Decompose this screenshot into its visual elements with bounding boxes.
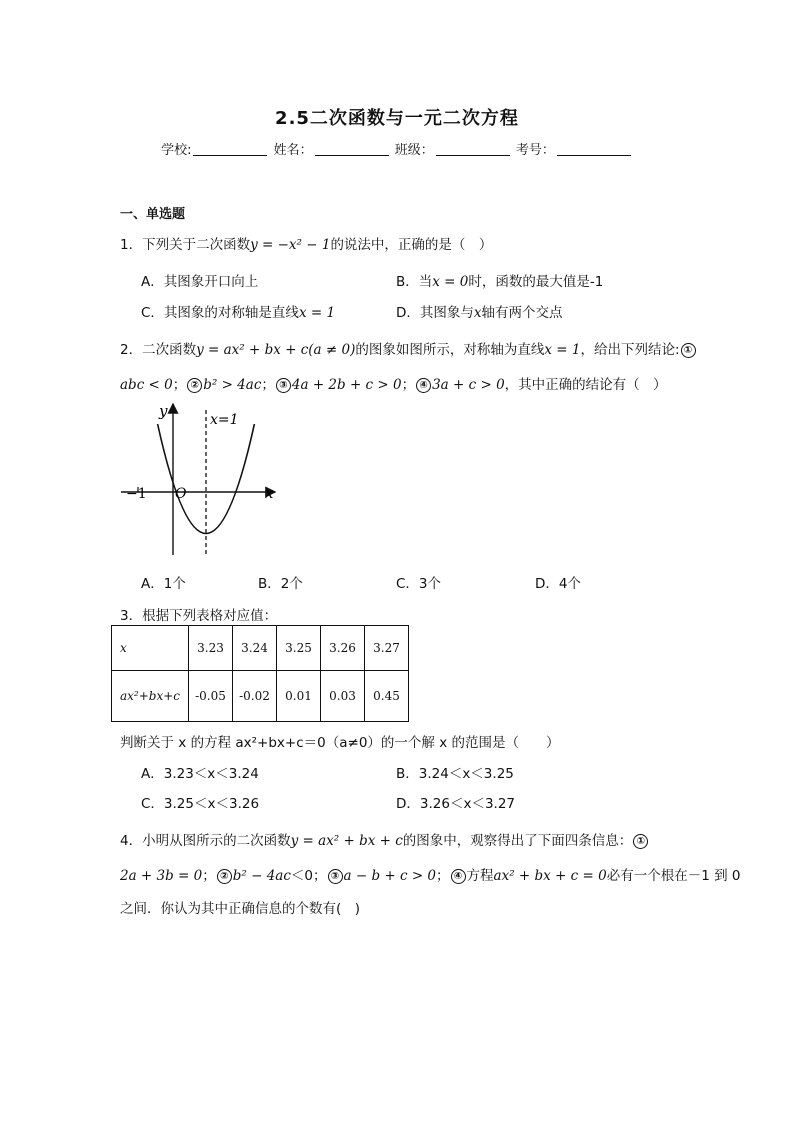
q4-circle-3: ③ <box>328 869 343 884</box>
q2-sep-2: ； <box>261 377 275 393</box>
q2-option-b[interactable]: B．2个 <box>258 576 303 592</box>
table-cell: -0.02 <box>233 671 277 722</box>
table-row <box>112 671 409 722</box>
q1-option-c-text: C．其图象的对称轴是直线 <box>141 305 299 321</box>
q3-option-a[interactable]: A．3.23＜x＜3.24 <box>141 766 259 782</box>
q3-value-table <box>111 625 409 722</box>
q4-stem-text-2: 的图象中，观察得出了下面四条信息： <box>402 833 633 849</box>
y-axis-label: y <box>159 402 168 420</box>
q2-sep-3: ； <box>401 377 416 393</box>
table-row <box>112 626 409 671</box>
q1-option-c-formula: x = 1 <box>298 305 336 321</box>
table-header-cell: x <box>112 626 189 671</box>
q3-option-d[interactable]: D．3.26＜x＜3.27 <box>396 796 516 812</box>
q1-option-d-formula: x <box>473 305 482 321</box>
q4-stem <box>120 829 649 849</box>
symmetry-label: x=1 <box>210 412 239 428</box>
page-title: 2.5二次函数与一元二次方程 <box>275 108 519 129</box>
q3-option-b[interactable]: B．3.24＜x＜3.25 <box>396 766 514 782</box>
id-blank[interactable] <box>557 143 631 156</box>
q1-stem-text: 1．下列关于二次函数 <box>120 237 251 253</box>
q2-circle-2: ② <box>187 378 202 393</box>
q3-option-c[interactable]: C．3.25＜x＜3.26 <box>141 796 260 812</box>
q4-statement-1: 2a + 3b = 0 <box>120 868 203 884</box>
q3-judge: 判断关于 x 的方程 ax²+bx+c＝0（a≠0）的一个解 x 的范围是（ ） <box>120 735 560 751</box>
q1-option-c[interactable] <box>141 301 335 321</box>
q4-statements <box>120 864 740 884</box>
q4-sep-1: ； <box>202 868 216 884</box>
q2-circle-3: ③ <box>276 378 291 393</box>
student-info-line <box>0 139 794 158</box>
q2-statement-1: abc < 0 <box>120 377 173 393</box>
q4-statement-2: b² − 4ac <box>232 868 291 884</box>
q2-circle-4: ④ <box>416 378 431 393</box>
q2-option-a[interactable]: A．1个 <box>141 576 186 592</box>
school-label: 学校: <box>161 143 192 158</box>
section-heading: 一、单选题 <box>120 207 186 222</box>
q1-option-d-text: D．其图象与 <box>396 305 474 321</box>
q2-statement-2: b² > 4ac <box>203 377 262 393</box>
q1-option-a[interactable]: A．其图象开口向上 <box>141 274 259 290</box>
q4-circle-4: ④ <box>451 869 466 884</box>
q4-statement-3: a − b + c > 0 <box>343 868 437 884</box>
q1-option-b-text: B．当 <box>396 274 433 290</box>
q2-statement-4: 3a + c > 0 <box>432 377 505 393</box>
q1-stem-text-2: 的说法中，正确的是（ ） <box>330 237 493 253</box>
table-cell: 0.03 <box>321 671 365 722</box>
q2-circle-1: ① <box>681 343 696 358</box>
table-header-cell: ax²+bx+c <box>112 671 189 722</box>
table-cell: -0.05 <box>189 671 233 722</box>
q2-option-d[interactable]: D．4个 <box>535 576 581 592</box>
table-cell: 0.01 <box>277 671 321 722</box>
q2-parabola-graph <box>115 398 285 563</box>
table-cell: 3.23 <box>189 626 233 671</box>
q2-option-c[interactable]: C．3个 <box>396 576 442 592</box>
table-cell: 3.27 <box>365 626 409 671</box>
q4-sep-2: ＜0； <box>290 868 327 884</box>
id-label: 考号： <box>515 143 555 158</box>
q4-statement-4-end: 必有一个根在－1 到 0 <box>606 868 741 884</box>
q2-formula-2: x = 1 <box>544 342 581 358</box>
table-cell: 0.45 <box>365 671 409 722</box>
q4-circle-2: ② <box>217 869 232 884</box>
name-label: 姓名： <box>273 143 313 158</box>
class-label: 班级： <box>394 143 434 158</box>
table-cell: 3.25 <box>277 626 321 671</box>
q1-formula: y = −x² − 1 <box>250 237 331 253</box>
class-blank[interactable] <box>436 143 510 156</box>
q1-option-b-text-2: 时，函数的最大值是-1 <box>468 274 604 290</box>
q4-formula: y = ax² + bx + c <box>290 833 403 849</box>
q2-stem-end: ，其中正确的结论有（ ） <box>504 377 667 393</box>
q4-line3: 之间．你认为其中正确信息的个数有( ) <box>120 901 361 917</box>
q2-statements <box>120 373 667 393</box>
q4-circle-1: ① <box>633 834 648 849</box>
q3-stem: 3．根据下列表格对应值： <box>120 608 278 624</box>
neg-one-label: −1 <box>126 486 147 502</box>
q2-formula: y = ax² + bx + c(a ≠ 0) <box>196 342 356 358</box>
q1-option-b[interactable] <box>396 270 603 290</box>
origin-label: O <box>175 486 187 502</box>
name-blank[interactable] <box>315 143 389 156</box>
q1-option-d-text-2: 轴有两个交点 <box>481 305 563 321</box>
table-cell: 3.26 <box>321 626 365 671</box>
x-axis-label: x <box>265 484 274 502</box>
q2-statement-3: 4a + 2b + c > 0 <box>291 377 402 393</box>
q1-option-b-formula: x = 0 <box>432 274 469 290</box>
q2-stem <box>120 338 697 358</box>
q4-statement-4-formula: ax² + bx + c = 0 <box>493 868 607 884</box>
table-cell: 3.24 <box>233 626 277 671</box>
q4-statement-4-text: 方程 <box>466 868 494 884</box>
q4-sep-3: ； <box>436 868 450 884</box>
q2-stem-text-3: ，给出下列结论: <box>580 342 680 358</box>
q2-stem-text: 2．二次函数 <box>120 342 197 358</box>
school-blank[interactable] <box>193 143 267 156</box>
q2-sep-1: ； <box>172 377 187 393</box>
q1-option-d[interactable] <box>396 301 563 321</box>
q1-stem <box>120 233 492 253</box>
q2-stem-text-2: 的图象如图所示，对称轴为直线 <box>355 342 545 358</box>
q4-stem-text: 4．小明从图所示的二次函数 <box>120 833 291 849</box>
